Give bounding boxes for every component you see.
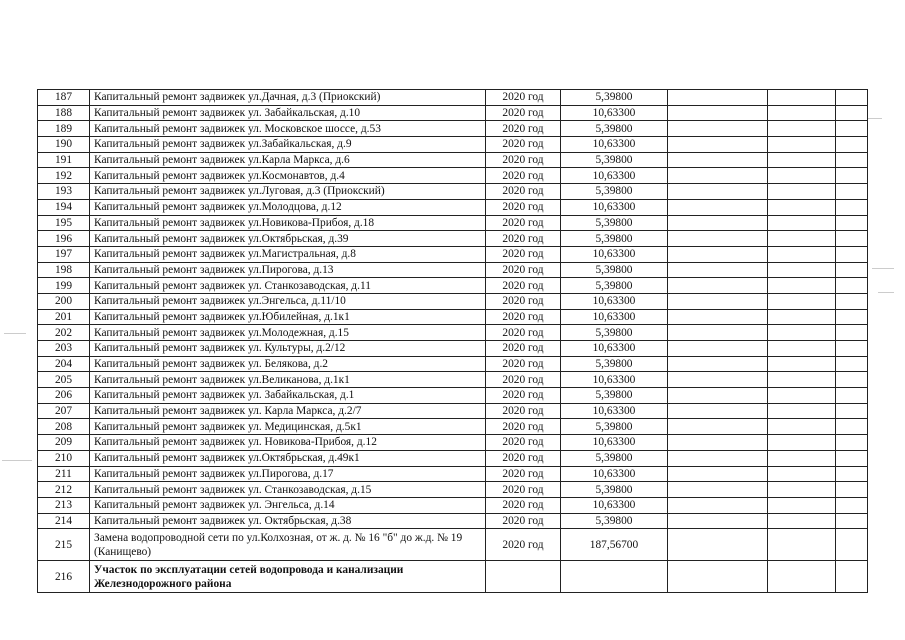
empty-cell xyxy=(836,278,868,294)
empty-cell xyxy=(768,419,836,435)
empty-cell xyxy=(836,262,868,278)
work-year: 2020 год xyxy=(486,137,561,153)
empty-cell xyxy=(768,309,836,325)
empty-cell xyxy=(836,466,868,482)
work-description: Капитальный ремонт задвижек ул.Юбилейная, д.1к1 xyxy=(90,309,486,325)
work-amount: 5,39800 xyxy=(561,184,668,200)
table-row xyxy=(38,435,868,451)
work-year: 2020 год xyxy=(486,246,561,262)
scan-artifact xyxy=(878,292,894,293)
empty-cell xyxy=(768,561,836,593)
table-row xyxy=(38,325,868,341)
work-amount: 5,39800 xyxy=(561,388,668,404)
empty-cell xyxy=(836,105,868,121)
work-year: 2020 год xyxy=(486,388,561,404)
work-amount: 5,39800 xyxy=(561,450,668,466)
empty-cell xyxy=(836,325,868,341)
work-amount: 5,39800 xyxy=(561,419,668,435)
work-description: Капитальный ремонт задвижек ул.Забайкальская, д.9 xyxy=(90,137,486,153)
empty-cell xyxy=(836,450,868,466)
work-year: 2020 год xyxy=(486,215,561,231)
table-row xyxy=(38,121,868,137)
work-year: 2020 год xyxy=(486,482,561,498)
work-amount: 10,63300 xyxy=(561,309,668,325)
work-amount: 10,63300 xyxy=(561,293,668,309)
empty-cell xyxy=(768,137,836,153)
work-amount: 10,63300 xyxy=(561,246,668,262)
work-description: Капитальный ремонт задвижек ул.Новикова-Прибоя, д.18 xyxy=(90,215,486,231)
empty-cell xyxy=(768,262,836,278)
empty-cell xyxy=(668,105,768,121)
empty-cell xyxy=(836,231,868,247)
empty-cell xyxy=(668,388,768,404)
row-number: 216 xyxy=(38,561,90,593)
row-number: 199 xyxy=(38,278,90,294)
empty-cell xyxy=(668,466,768,482)
table-row xyxy=(38,137,868,153)
row-number: 201 xyxy=(38,309,90,325)
table-row xyxy=(38,403,868,419)
empty-cell xyxy=(668,90,768,106)
work-year: 2020 год xyxy=(486,278,561,294)
empty-cell xyxy=(768,325,836,341)
empty-cell xyxy=(768,278,836,294)
table-row xyxy=(38,105,868,121)
empty-cell xyxy=(836,309,868,325)
scan-artifact xyxy=(868,118,882,119)
empty-cell xyxy=(836,419,868,435)
empty-cell xyxy=(768,231,836,247)
empty-cell xyxy=(768,513,836,529)
row-number: 204 xyxy=(38,356,90,372)
empty-cell xyxy=(836,341,868,357)
work-description: Капитальный ремонт задвижек ул.Магистральная, д.8 xyxy=(90,246,486,262)
empty-cell xyxy=(836,513,868,529)
empty-cell xyxy=(768,529,836,561)
table-row xyxy=(38,262,868,278)
work-year: 2020 год xyxy=(486,513,561,529)
work-description: Капитальный ремонт задвижек ул. Московское шоссе, д.53 xyxy=(90,121,486,137)
work-description: Капитальный ремонт задвижек ул.Октябрьская, д.49к1 xyxy=(90,450,486,466)
empty-cell xyxy=(668,450,768,466)
empty-cell xyxy=(768,435,836,451)
empty-cell xyxy=(836,199,868,215)
row-number: 188 xyxy=(38,105,90,121)
row-number: 209 xyxy=(38,435,90,451)
work-description: Капитальный ремонт задвижек ул.Великанова, д.1к1 xyxy=(90,372,486,388)
empty-cell xyxy=(836,90,868,106)
work-amount: 5,39800 xyxy=(561,231,668,247)
table-row xyxy=(38,231,868,247)
row-number: 202 xyxy=(38,325,90,341)
table-row xyxy=(38,246,868,262)
table-body xyxy=(38,90,868,593)
work-description: Капитальный ремонт задвижек ул.Карла Маркса, д.6 xyxy=(90,152,486,168)
empty-cell xyxy=(768,497,836,513)
empty-cell xyxy=(836,403,868,419)
empty-cell xyxy=(561,561,668,593)
row-number: 213 xyxy=(38,497,90,513)
work-amount: 10,63300 xyxy=(561,168,668,184)
empty-cell xyxy=(768,372,836,388)
empty-cell xyxy=(768,403,836,419)
empty-cell xyxy=(668,529,768,561)
work-amount: 10,63300 xyxy=(561,105,668,121)
table-row xyxy=(38,199,868,215)
empty-cell xyxy=(668,356,768,372)
empty-cell xyxy=(836,168,868,184)
work-year: 2020 год xyxy=(486,105,561,121)
table-row xyxy=(38,341,868,357)
work-amount: 10,63300 xyxy=(561,199,668,215)
work-description: Капитальный ремонт задвижек ул. Энгельса, д.14 xyxy=(90,497,486,513)
work-description: Капитальный ремонт задвижек ул.Космонавтов, д.4 xyxy=(90,168,486,184)
work-description: Капитальный ремонт задвижек ул. Забайкальская, д.10 xyxy=(90,105,486,121)
section-row xyxy=(38,561,868,593)
work-description: Капитальный ремонт задвижек ул.Дачная, д.3 (Приокский) xyxy=(90,90,486,106)
empty-cell xyxy=(836,184,868,200)
work-description: Капитальный ремонт задвижек ул. Медицинская, д.5к1 xyxy=(90,419,486,435)
work-amount: 10,63300 xyxy=(561,497,668,513)
row-number: 193 xyxy=(38,184,90,200)
table-row xyxy=(38,356,868,372)
empty-cell xyxy=(668,435,768,451)
table-row xyxy=(38,529,868,561)
row-number: 189 xyxy=(38,121,90,137)
empty-cell xyxy=(768,246,836,262)
work-amount: 10,63300 xyxy=(561,137,668,153)
work-year: 2020 год xyxy=(486,152,561,168)
work-year: 2020 год xyxy=(486,435,561,451)
empty-cell xyxy=(668,137,768,153)
empty-cell xyxy=(768,293,836,309)
row-number: 215 xyxy=(38,529,90,561)
empty-cell xyxy=(668,262,768,278)
work-year: 2020 год xyxy=(486,466,561,482)
empty-cell xyxy=(836,293,868,309)
row-number: 196 xyxy=(38,231,90,247)
work-description: Капитальный ремонт задвижек ул. Белякова, д.2 xyxy=(90,356,486,372)
work-description: Капитальный ремонт задвижек ул.Луговая, д.3 (Приокский) xyxy=(90,184,486,200)
work-year: 2020 год xyxy=(486,121,561,137)
work-year: 2020 год xyxy=(486,403,561,419)
work-year: 2020 год xyxy=(486,419,561,435)
row-number: 203 xyxy=(38,341,90,357)
work-year: 2020 год xyxy=(486,293,561,309)
empty-cell xyxy=(668,419,768,435)
empty-cell xyxy=(768,356,836,372)
work-amount: 5,39800 xyxy=(561,215,668,231)
work-description: Капитальный ремонт задвижек ул. Новикова-Прибоя, д.12 xyxy=(90,435,486,451)
empty-cell xyxy=(668,215,768,231)
empty-cell xyxy=(768,482,836,498)
row-number: 211 xyxy=(38,466,90,482)
empty-cell xyxy=(486,561,561,593)
work-description: Капитальный ремонт задвижек ул. Станкозаводская, д.15 xyxy=(90,482,486,498)
work-amount: 5,39800 xyxy=(561,262,668,278)
empty-cell xyxy=(768,152,836,168)
table-row xyxy=(38,293,868,309)
empty-cell xyxy=(836,152,868,168)
work-description: Капитальный ремонт задвижек ул.Энгельса, д.11/10 xyxy=(90,293,486,309)
table-row xyxy=(38,215,868,231)
row-number: 195 xyxy=(38,215,90,231)
work-amount: 10,63300 xyxy=(561,403,668,419)
table-row xyxy=(38,513,868,529)
row-number: 190 xyxy=(38,137,90,153)
empty-cell xyxy=(768,466,836,482)
work-year: 2020 год xyxy=(486,356,561,372)
empty-cell xyxy=(668,497,768,513)
row-number: 187 xyxy=(38,90,90,106)
work-description: Капитальный ремонт задвижек ул. Забайкальская, д.1 xyxy=(90,388,486,404)
work-amount: 10,63300 xyxy=(561,466,668,482)
empty-cell xyxy=(768,184,836,200)
empty-cell xyxy=(668,152,768,168)
work-amount: 5,39800 xyxy=(561,278,668,294)
work-year: 2020 год xyxy=(486,529,561,561)
work-year: 2020 год xyxy=(486,309,561,325)
empty-cell xyxy=(668,199,768,215)
row-number: 192 xyxy=(38,168,90,184)
work-amount: 5,39800 xyxy=(561,513,668,529)
table-row xyxy=(38,497,868,513)
work-description: Капитальный ремонт задвижек ул. Октябрьская, д.38 xyxy=(90,513,486,529)
table-row xyxy=(38,450,868,466)
work-amount: 5,39800 xyxy=(561,356,668,372)
empty-cell xyxy=(668,293,768,309)
empty-cell xyxy=(668,482,768,498)
work-amount: 5,39800 xyxy=(561,152,668,168)
table-row xyxy=(38,168,868,184)
empty-cell xyxy=(768,168,836,184)
scan-artifact xyxy=(4,333,26,334)
work-amount: 5,39800 xyxy=(561,482,668,498)
empty-cell xyxy=(668,325,768,341)
scan-artifact xyxy=(2,460,32,461)
empty-cell xyxy=(668,121,768,137)
section-title: Участок по эксплуатации сетей водопровода и канализации Железнодорожного района xyxy=(90,561,486,593)
work-year: 2020 год xyxy=(486,325,561,341)
table-row xyxy=(38,278,868,294)
work-description: Капитальный ремонт задвижек ул. Станкозаводская, д.11 xyxy=(90,278,486,294)
empty-cell xyxy=(836,388,868,404)
row-number: 214 xyxy=(38,513,90,529)
table-row xyxy=(38,184,868,200)
work-description: Капитальный ремонт задвижек ул. Культуры, д.2/12 xyxy=(90,341,486,357)
row-number: 208 xyxy=(38,419,90,435)
empty-cell xyxy=(768,341,836,357)
scan-artifact xyxy=(872,268,894,269)
empty-cell xyxy=(836,137,868,153)
empty-cell xyxy=(836,435,868,451)
work-description: Капитальный ремонт задвижек ул. Карла Маркса, д.2/7 xyxy=(90,403,486,419)
empty-cell xyxy=(836,246,868,262)
empty-cell xyxy=(668,246,768,262)
row-number: 205 xyxy=(38,372,90,388)
empty-cell xyxy=(668,184,768,200)
empty-cell xyxy=(836,561,868,593)
table-row xyxy=(38,90,868,106)
table-row xyxy=(38,372,868,388)
row-number: 200 xyxy=(38,293,90,309)
empty-cell xyxy=(668,403,768,419)
work-description: Капитальный ремонт задвижек ул.Пирогова, д.17 xyxy=(90,466,486,482)
empty-cell xyxy=(768,105,836,121)
work-amount: 5,39800 xyxy=(561,121,668,137)
table-row xyxy=(38,466,868,482)
work-amount: 10,63300 xyxy=(561,435,668,451)
work-amount: 10,63300 xyxy=(561,372,668,388)
empty-cell xyxy=(768,121,836,137)
work-description: Капитальный ремонт задвижек ул.Пирогова, д.13 xyxy=(90,262,486,278)
empty-cell xyxy=(668,168,768,184)
row-number: 197 xyxy=(38,246,90,262)
empty-cell xyxy=(668,372,768,388)
empty-cell xyxy=(668,513,768,529)
empty-cell xyxy=(768,90,836,106)
work-amount: 5,39800 xyxy=(561,90,668,106)
work-year: 2020 год xyxy=(486,199,561,215)
table-row xyxy=(38,152,868,168)
empty-cell xyxy=(836,529,868,561)
empty-cell xyxy=(668,278,768,294)
empty-cell xyxy=(668,561,768,593)
row-number: 212 xyxy=(38,482,90,498)
work-description: Капитальный ремонт задвижек ул.Октябрьская, д.39 xyxy=(90,231,486,247)
work-year: 2020 год xyxy=(486,184,561,200)
table-row xyxy=(38,388,868,404)
works-table xyxy=(37,89,868,593)
work-description: Замена водопроводной сети по ул.Колхозная, от ж. д. № 16 "б" до ж.д. № 19 (Канищево) xyxy=(90,529,486,561)
work-amount: 10,63300 xyxy=(561,341,668,357)
work-year: 2020 год xyxy=(486,450,561,466)
work-description: Капитальный ремонт задвижек ул.Молодцова, д.12 xyxy=(90,199,486,215)
work-description: Капитальный ремонт задвижек ул.Молодежная, д.15 xyxy=(90,325,486,341)
row-number: 191 xyxy=(38,152,90,168)
empty-cell xyxy=(836,497,868,513)
empty-cell xyxy=(836,356,868,372)
row-number: 210 xyxy=(38,450,90,466)
row-number: 198 xyxy=(38,262,90,278)
empty-cell xyxy=(668,231,768,247)
work-year: 2020 год xyxy=(486,168,561,184)
empty-cell xyxy=(668,341,768,357)
row-number: 194 xyxy=(38,199,90,215)
empty-cell xyxy=(768,215,836,231)
table-row xyxy=(38,482,868,498)
table-row xyxy=(38,419,868,435)
table-row xyxy=(38,309,868,325)
work-year: 2020 год xyxy=(486,90,561,106)
empty-cell xyxy=(668,309,768,325)
work-amount: 187,56700 xyxy=(561,529,668,561)
empty-cell xyxy=(836,482,868,498)
empty-cell xyxy=(768,388,836,404)
row-number: 206 xyxy=(38,388,90,404)
work-year: 2020 год xyxy=(486,372,561,388)
work-year: 2020 год xyxy=(486,341,561,357)
work-year: 2020 год xyxy=(486,497,561,513)
empty-cell xyxy=(836,121,868,137)
empty-cell xyxy=(768,450,836,466)
empty-cell xyxy=(768,199,836,215)
empty-cell xyxy=(836,215,868,231)
work-amount: 5,39800 xyxy=(561,325,668,341)
work-year: 2020 год xyxy=(486,231,561,247)
work-year: 2020 год xyxy=(486,262,561,278)
empty-cell xyxy=(836,372,868,388)
row-number: 207 xyxy=(38,403,90,419)
